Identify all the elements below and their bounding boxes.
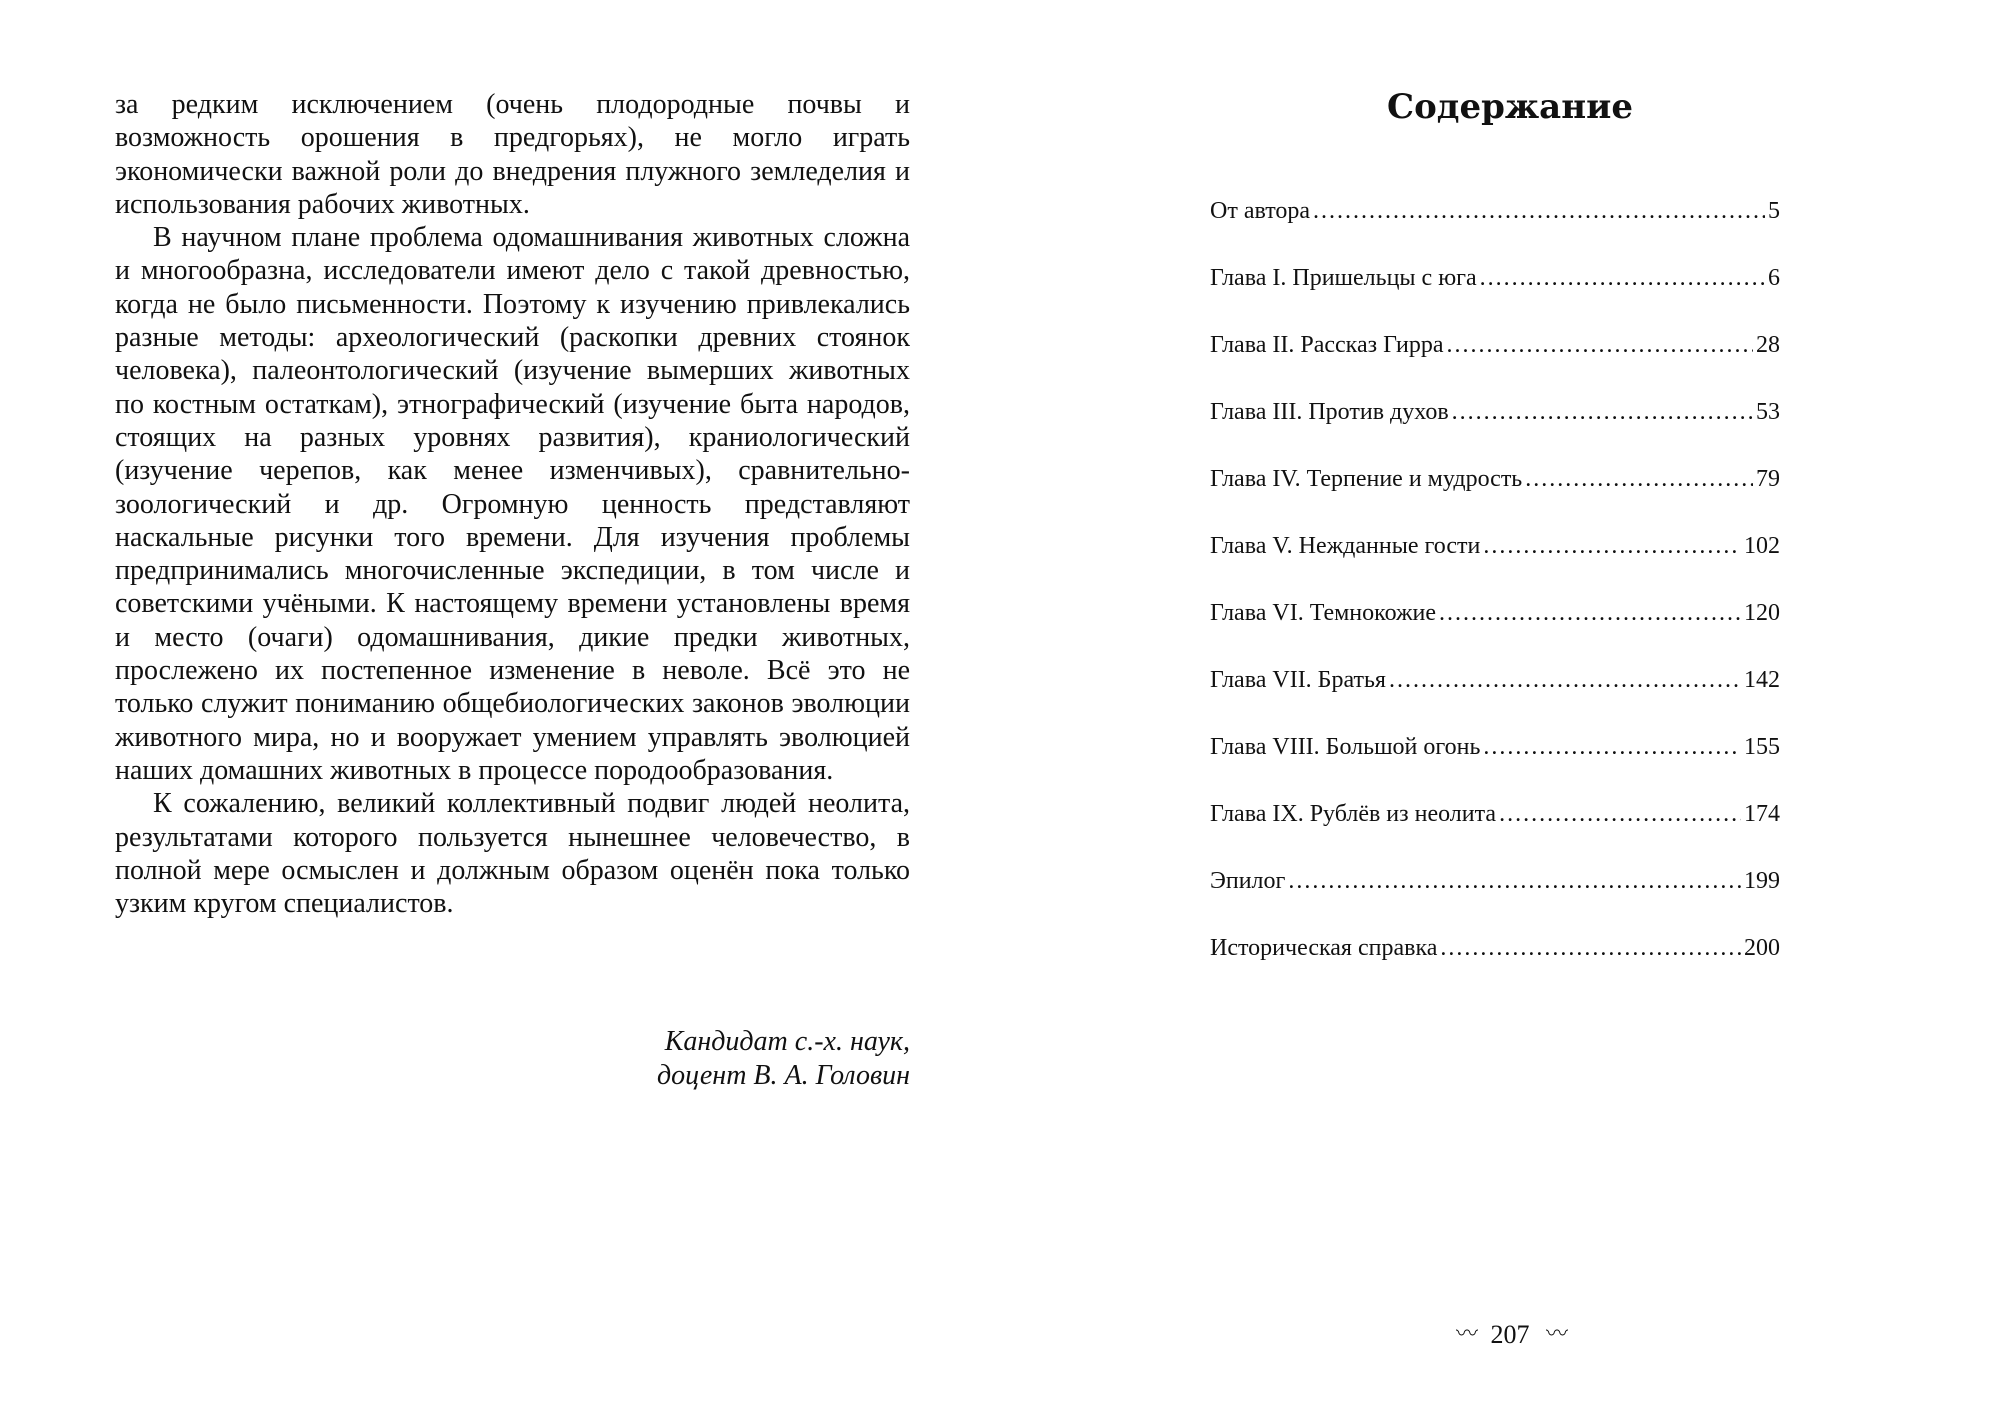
toc-item-8[interactable] bbox=[1210, 732, 1780, 799]
toc-label: От автора bbox=[1210, 198, 1311, 224]
toc-item-11[interactable] bbox=[1210, 933, 1780, 1000]
toc-page-number: 120 bbox=[1744, 600, 1780, 626]
signature-line-2: доцент В. А. Головин bbox=[657, 1060, 910, 1091]
wave-ornament-icon: 〰 bbox=[1546, 1321, 1565, 1346]
toc-page-number: 200 bbox=[1744, 935, 1780, 961]
toc-leader-dots bbox=[1313, 196, 1765, 226]
toc-page-number: 199 bbox=[1744, 868, 1780, 894]
toc-item-5[interactable] bbox=[1210, 531, 1780, 598]
toc-item-9[interactable] bbox=[1210, 799, 1780, 866]
toc-label: Глава III. Против духов bbox=[1210, 399, 1449, 425]
toc-label: Глава V. Нежданные гости bbox=[1210, 533, 1481, 559]
table-of-contents bbox=[1210, 196, 1780, 1000]
toc-item-3[interactable] bbox=[1210, 397, 1780, 464]
toc-item-2[interactable] bbox=[1210, 330, 1780, 397]
toc-label: Глава VI. Темнокожие bbox=[1210, 600, 1437, 626]
toc-page-number: 53 bbox=[1756, 399, 1780, 425]
toc-leader-dots bbox=[1480, 263, 1765, 293]
toc-label: Глава I. Пришельцы с юга bbox=[1210, 265, 1477, 291]
toc-page-number: 155 bbox=[1744, 734, 1780, 760]
toc-page-number: 79 bbox=[1756, 466, 1780, 492]
toc-leader-dots bbox=[1389, 665, 1741, 695]
toc-label: Глава IX. Рублёв из неолита bbox=[1210, 801, 1497, 827]
signature-line-1: Кандидат с.-х. наук, bbox=[664, 1026, 910, 1057]
body-text bbox=[115, 88, 910, 920]
paragraph-1: за редким исключением (очень плодородные почвы и возможность орошения в предгорьях), не могло играть экономически важной роли до внедрения плужного земледелия и использования рабочих животных. bbox=[115, 89, 910, 220]
toc-leader-dots bbox=[1288, 866, 1741, 896]
toc-leader-dots bbox=[1447, 330, 1753, 360]
paragraph-2: В научном плане проблема одомашнивания животных сложна и многообразна, исследователи имеют дело с такой древностью, когда не было письменности. Поэтому к изучению привлекались разные методы: археологический (раскопки древних стоянок человека), палеонтологический (изучение вымерших животных по костным остаткам), этнографический (изучение быта народов, стоящих на разных уровнях развития), краниологический (изучение черепов, как менее изменчивых), сравнительно-зоологический и др. Огромную ценность представляют наскальные рисунки того времени. Для изучения проблемы предпринимались многочисленные экспедиции, в том числе и советскими учёными. К настоящему времени установлены время и место (очаги) одомашнивания, дикие предки животных, прослежено их постепенное изменение в неволе. Всё это не только служит пониманию общебиологических законов эволюции животного мира, но и вооружает умением управлять эволюцией наших домашних животных в процессе породообразования. bbox=[115, 222, 910, 786]
signature bbox=[657, 1025, 910, 1093]
toc-label: Глава II. Рассказ Гирра bbox=[1210, 332, 1444, 358]
toc-label: Историческая справка bbox=[1210, 935, 1438, 961]
toc-leader-dots bbox=[1440, 933, 1741, 963]
paragraph-3: К сожалению, великий коллективный подвиг людей неолита, результатами которого пользуется нынешнее человечество, в полной мере осмыслен и должным образом оценён пока только узким кругом специалистов. bbox=[115, 788, 910, 920]
toc-label: Глава IV. Терпение и мудрость bbox=[1210, 466, 1523, 492]
toc-page-number: 28 bbox=[1756, 332, 1780, 358]
toc-page-number: 174 bbox=[1744, 801, 1780, 827]
toc-item-7[interactable] bbox=[1210, 665, 1780, 732]
toc-leader-dots bbox=[1452, 397, 1753, 427]
wave-ornament-icon: 〰 bbox=[1455, 1321, 1474, 1346]
toc-page-number: 5 bbox=[1768, 198, 1780, 224]
toc-label: Эпилог bbox=[1210, 868, 1286, 894]
toc-page-number: 142 bbox=[1744, 667, 1780, 693]
toc-leader-dots bbox=[1525, 464, 1753, 494]
toc-leader-dots bbox=[1439, 598, 1741, 628]
toc-leader-dots bbox=[1483, 732, 1741, 762]
page-title: Содержание bbox=[1387, 87, 1633, 127]
right-page bbox=[1000, 0, 2000, 1419]
page-number-folio bbox=[1000, 1318, 2000, 1351]
toc-item-1[interactable] bbox=[1210, 263, 1780, 330]
toc-page-number: 102 bbox=[1744, 533, 1780, 559]
toc-leader-dots bbox=[1499, 799, 1741, 829]
toc-item-6[interactable] bbox=[1210, 598, 1780, 665]
toc-label: Глава VIII. Большой огонь bbox=[1210, 734, 1481, 760]
toc-item-0[interactable] bbox=[1210, 196, 1780, 263]
toc-item-10[interactable] bbox=[1210, 866, 1780, 933]
page-number: 207 bbox=[1490, 1320, 1530, 1349]
toc-leader-dots bbox=[1483, 531, 1741, 561]
toc-page-number: 6 bbox=[1768, 265, 1780, 291]
toc-item-4[interactable] bbox=[1210, 464, 1780, 531]
toc-label: Глава VII. Братья bbox=[1210, 667, 1386, 693]
